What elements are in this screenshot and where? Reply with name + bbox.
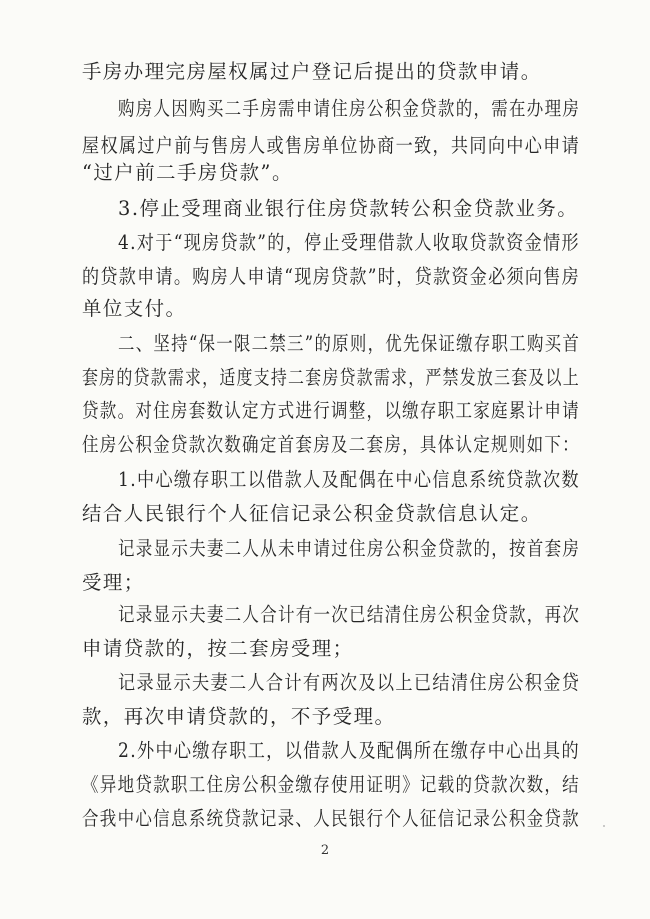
text-line: 记录显示夫妻二人合计有两次及以上已结清住房公积金贷: [118, 671, 581, 694]
text-line: 单位支付。: [82, 297, 187, 320]
text-line: 1.中心缴存职工以借款人及配偶在中心信息系统贷款次数: [118, 468, 580, 491]
text-line: 2.外中心缴存职工，以借款人及配偶所在缴存中心出具的: [118, 739, 580, 762]
text-line: 记录显示夫妻二人合计有一次已结清住房公积金贷款，再次: [118, 603, 581, 626]
text-line: 受理；: [82, 571, 145, 594]
text-line: 结合人民银行个人征信记录公积金贷款信息认定。: [82, 502, 542, 525]
text-line: 合我中心信息系统贷款记录、人民银行个人征信记录公积金贷款: [82, 807, 580, 830]
text-line: “过户前二手房贷款”。: [82, 161, 293, 184]
text-line: 3.停止受理商业银行住房贷款转公积金贷款业务。: [118, 197, 579, 220]
scan-speck: [603, 825, 605, 827]
text-line: 二、坚持“保一限二禁三”的原则，优先保证缴存职工购买首: [118, 332, 581, 355]
text-line: 购房人因购买二手房需申请住房公积金贷款的，需在办理房: [118, 97, 581, 120]
page-number: 2: [320, 843, 330, 858]
text-line: 套房的贷款需求，适度支持二套房贷款需求，严禁发放三套及以上: [82, 366, 580, 389]
text-line: 贷款。对住房套数认定方式进行调整，以缴存职工家庭累计申请: [82, 399, 580, 422]
text-line: 申请贷款的，按二套房受理；: [82, 637, 354, 660]
text-line: 记录显示夫妻二人从未申请过住房公积金贷款的，按首套房: [118, 537, 581, 560]
text-line: 的贷款申请。购房人申请“现房贷款”时，贷款资金必须向售房: [82, 265, 581, 288]
text-line: 住房公积金贷款次数确定首套房及二套房，具体认定规则如下：: [82, 433, 580, 456]
text-line: 款，再次申请贷款的，不予受理。: [82, 705, 396, 728]
text-line: 《异地贷款职工住房公积金缴存使用证明》记载的贷款次数，结: [82, 773, 580, 796]
text-line: 4.对于“现房贷款”的，停止受理借款人收取贷款资金情形: [118, 231, 580, 254]
text-line: 手房办理完房屋权属过户登记后提出的贷款申请。: [82, 60, 542, 83]
text-line: 屋权属过户前与售房人或售房单位协商一致，共同向中心申请: [82, 134, 581, 157]
